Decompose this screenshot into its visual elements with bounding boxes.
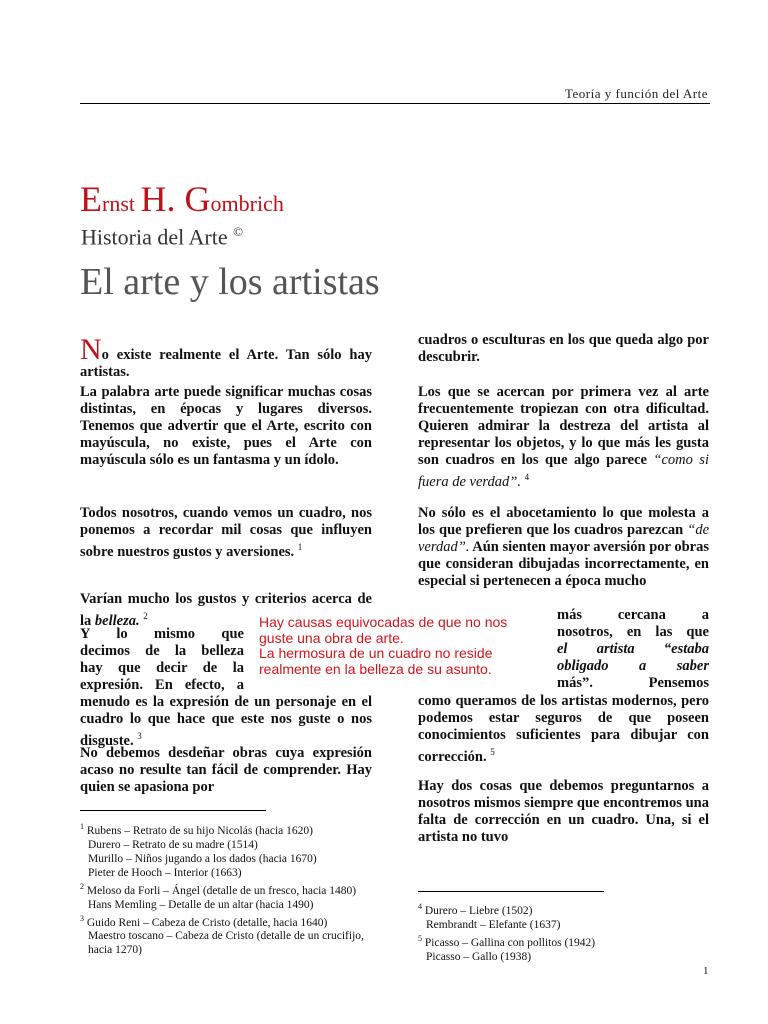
footnote: Murillo – Niños jugando a los dados (hacia 1670) <box>88 852 317 865</box>
right-p3-emphasis: “de verdad”. <box>418 522 709 555</box>
author-name <box>80 178 284 220</box>
footnote-ref-3[interactable]: 3 <box>137 731 142 741</box>
author-first-rest: rnst <box>102 191 141 216</box>
author-last-initial: G <box>184 179 211 219</box>
footnote: Rembrandt – Elefante (1637) <box>426 918 561 931</box>
running-header: Teoría y función del Arte <box>565 86 708 101</box>
subtitle-text: Historia del Arte <box>81 224 234 250</box>
right-p3-line-5: más”. Pensemos <box>557 675 709 691</box>
footnote: $^1$ Rubens – Retrato de su hijo Nicolás (hacia 1620) <box>80 822 313 837</box>
right-p3c-text: como queramos de los artistas modernos, pero podemos estar seguros de que poseen conocimientos suficientes para dibujar con corrección. <box>418 693 709 765</box>
footnote: Picasso – Gallo (1938) <box>426 950 532 963</box>
footnotes-right <box>418 900 709 964</box>
left-paragraph-2: La palabra arte puede significar muchas cosas distintas, en épocas y lugares diversos. Tenemos que advertir que el Arte, escrito con mayúscula, no existe, pues el Arte con mayúscula sólo es un fantasma y un ídolo. <box>80 384 372 468</box>
chapter-title: El arte y los artistas <box>80 261 380 303</box>
left-p5-text: menudo es la expresión de un personaje en el cuadro lo que hace que este nos guste o nos disguste. <box>80 694 372 749</box>
footnotes-left <box>80 820 372 957</box>
drop-cap: N <box>80 333 102 366</box>
author-last-rest: ombrich <box>210 191 284 216</box>
right-paragraph-1: cuadros o esculturas en los que queda algo por descubrir. <box>418 332 709 365</box>
footnote: Pieter de Hooch – Interior (1663) <box>88 866 242 879</box>
left-p4-text: Varían mucho los gustos y criterios acerca de la <box>80 591 372 629</box>
footnote-ref-4[interactable]: 4 <box>524 472 530 482</box>
right-p3-line-4: obligado a saber <box>557 658 709 674</box>
footnote: Maestro toscano – Cabeza de Cristo (detalle de un crucifijo, hacia 1270) <box>88 930 364 957</box>
left-p4-emphasis: belleza. <box>94 612 140 629</box>
left-paragraph-1 <box>80 333 372 381</box>
right-p2-text: Los que se acercan por primera vez al arte frecuentemente tropiezan con otra dificultad. Quieren admirar la destreza del artista al representar los objetos, y lo que más les gusta son cuadros en los que algo parece <box>418 384 709 468</box>
left-p3-text: Todos nosotros, cuando vemos un cuadro, nos ponemos a recordar mil cosas que influyen sobre nuestros gustos y aversiones. <box>80 505 372 560</box>
right-p3-line-2: nosotros, en las que <box>557 624 709 640</box>
pull-quote <box>253 611 551 690</box>
header-rule <box>80 103 710 104</box>
footnote: $^2$ Meloso da Forli – Ángel (detalle de un fresco, hacia 1480) <box>80 881 357 897</box>
pull-quote-line-2: La hermosura de un cuadro no reside realmente en la belleza de su asunto. <box>259 645 493 677</box>
author-middle: H. <box>140 179 185 219</box>
left-p1-text: o existe realmente el Arte. Tan sólo hay artistas. <box>80 347 372 380</box>
right-p2-emphasis: “como si fuera de verdad”. <box>418 452 709 490</box>
footnote-rule-right <box>418 891 604 892</box>
left-paragraph-3 <box>80 505 372 561</box>
book-subtitle <box>81 224 243 250</box>
footnote-rule-left <box>80 810 266 811</box>
footnote: $^5$ Picasso – Gallina con pollitos (1942) <box>418 933 596 949</box>
footnote-ref-1[interactable]: 1 <box>297 542 303 552</box>
footnote-ref-2[interactable]: 2 <box>143 611 148 621</box>
left-p5-line-3: hay que decir de la <box>80 660 244 676</box>
right-paragraph-3b <box>418 693 709 766</box>
footnote-ref-5[interactable]: 5 <box>490 747 495 757</box>
right-paragraph-2 <box>418 384 709 491</box>
left-p5-line-1: Y lo mismo que <box>80 626 244 642</box>
right-p3-line-1: más cercana a <box>557 607 709 623</box>
left-paragraph-5 <box>80 694 372 750</box>
left-p5-line-2: decimos de la belleza <box>80 643 244 659</box>
right-paragraph-3 <box>418 505 709 590</box>
right-paragraph-4: Hay dos cosas que debemos preguntarnos a nosotros mismos siempre que encontremos una falta de corrección en un cuadro. Una, si el artista no tuvo <box>418 778 709 845</box>
footnote: $^3$ Guido Reni – Cabeza de Cristo (detalle, hacia 1640) <box>80 913 328 929</box>
right-p3-text-b: Aún sienten mayor aversión por obras que consideran dibujadas incorrectamente, en especial si pertenecen a época mucho <box>418 539 709 589</box>
footnote: Hans Memling – Detalle de un altar (hacia 1490) <box>88 898 314 911</box>
author-first-initial: E <box>80 179 102 219</box>
pull-quote-line-1: Hay causas equivocadas de que no nos guste una obra de arte. <box>259 614 508 646</box>
copyright-mark: © <box>233 224 244 239</box>
footnote: $^4$ Durero – Liebre (1502) <box>418 902 533 917</box>
left-paragraph-6: No debemos desdeñar obras cuya expresión acaso no resulte tan fácil de comprender. Hay quien se apasiona por <box>80 745 372 795</box>
footnote: Durero – Retrato de su madre (1514) <box>88 838 258 851</box>
right-p3-text: No sólo es el abocetamiento lo que molesta a los que prefieren que los cuadros parezcan <box>418 505 709 538</box>
left-p5-line-4: expresión. En efecto, a <box>80 677 244 693</box>
right-p3-line-3: el artista “estaba <box>557 641 709 657</box>
page-number: 1 <box>703 965 709 977</box>
